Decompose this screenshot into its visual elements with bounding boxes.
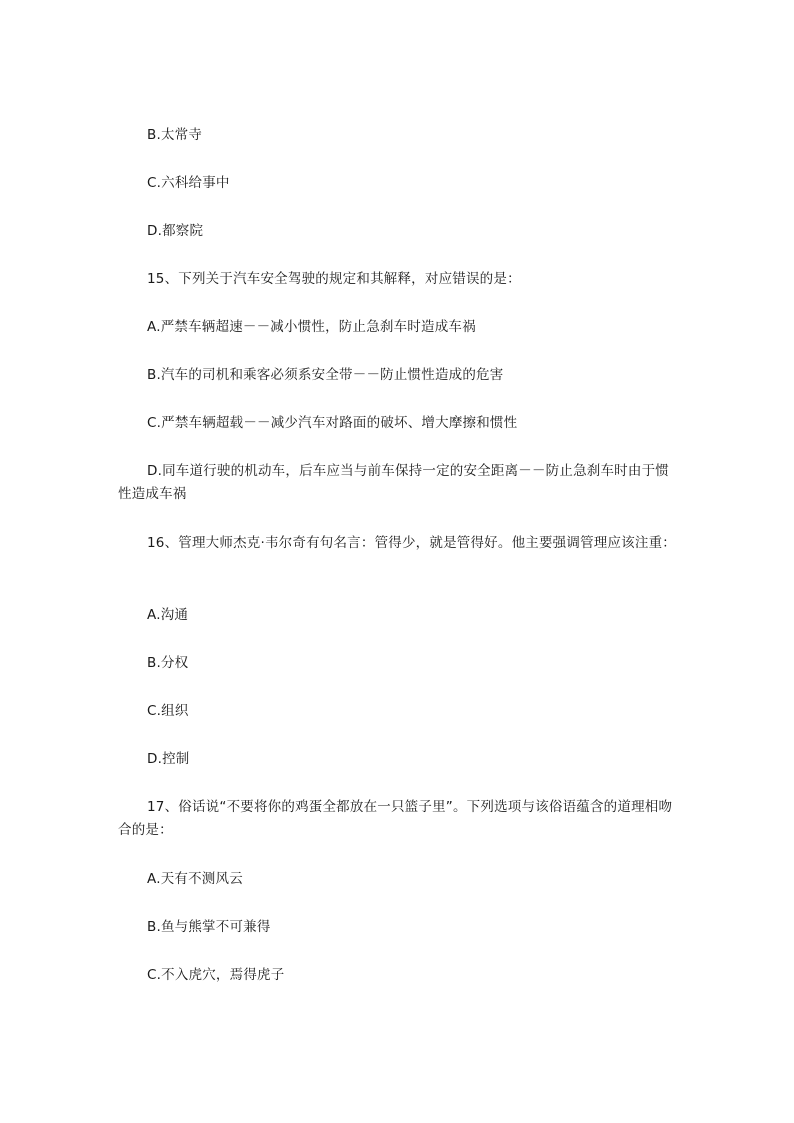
option-b-q14: B.太常寺 — [147, 127, 203, 143]
question-16: 16、管理大师杰克·韦尔奇有句名言：管得少，就是管得好。他主要强调管理应该注重： — [147, 535, 676, 551]
option-a-q15: A.严禁车辆超速－－减小惯性，防止急刹车时造成车祸 — [147, 319, 476, 335]
option-d-q14: D.都察院 — [147, 223, 204, 239]
option-b-q15: B.汽车的司机和乘客必须系安全带－－防止惯性造成的危害 — [147, 367, 504, 383]
option-b-q16: B.分权 — [147, 655, 189, 671]
option-d-q16: D.控制 — [147, 751, 190, 767]
option-a-q17: A.天有不测风云 — [147, 871, 243, 887]
option-c-q14: C.六科给事中 — [147, 175, 230, 191]
option-c-q15: C.严禁车辆超载－－减少汽车对路面的破坏、增大摩擦和惯性 — [147, 415, 518, 431]
option-d-q15: D.同车道行驶的机动车，后车应当与前车保持一定的安全距离－－防止急刹车时由于惯性造成车祸 — [118, 463, 669, 502]
question-17: 17、俗话说“不要将你的鸡蛋全都放在一只篮子里”。下列选项与该俗语蕴含的道理相吻合的是： — [118, 799, 673, 838]
option-a-q16: A.沟通 — [147, 607, 189, 623]
option-b-q17: B.鱼与熊掌不可兼得 — [147, 919, 271, 935]
question-15: 15、下列关于汽车安全驾驶的规定和其解释，对应错误的是： — [147, 271, 521, 287]
option-c-q17: C.不入虎穴，焉得虎子 — [147, 967, 285, 983]
option-c-q16: C.组织 — [147, 703, 189, 719]
